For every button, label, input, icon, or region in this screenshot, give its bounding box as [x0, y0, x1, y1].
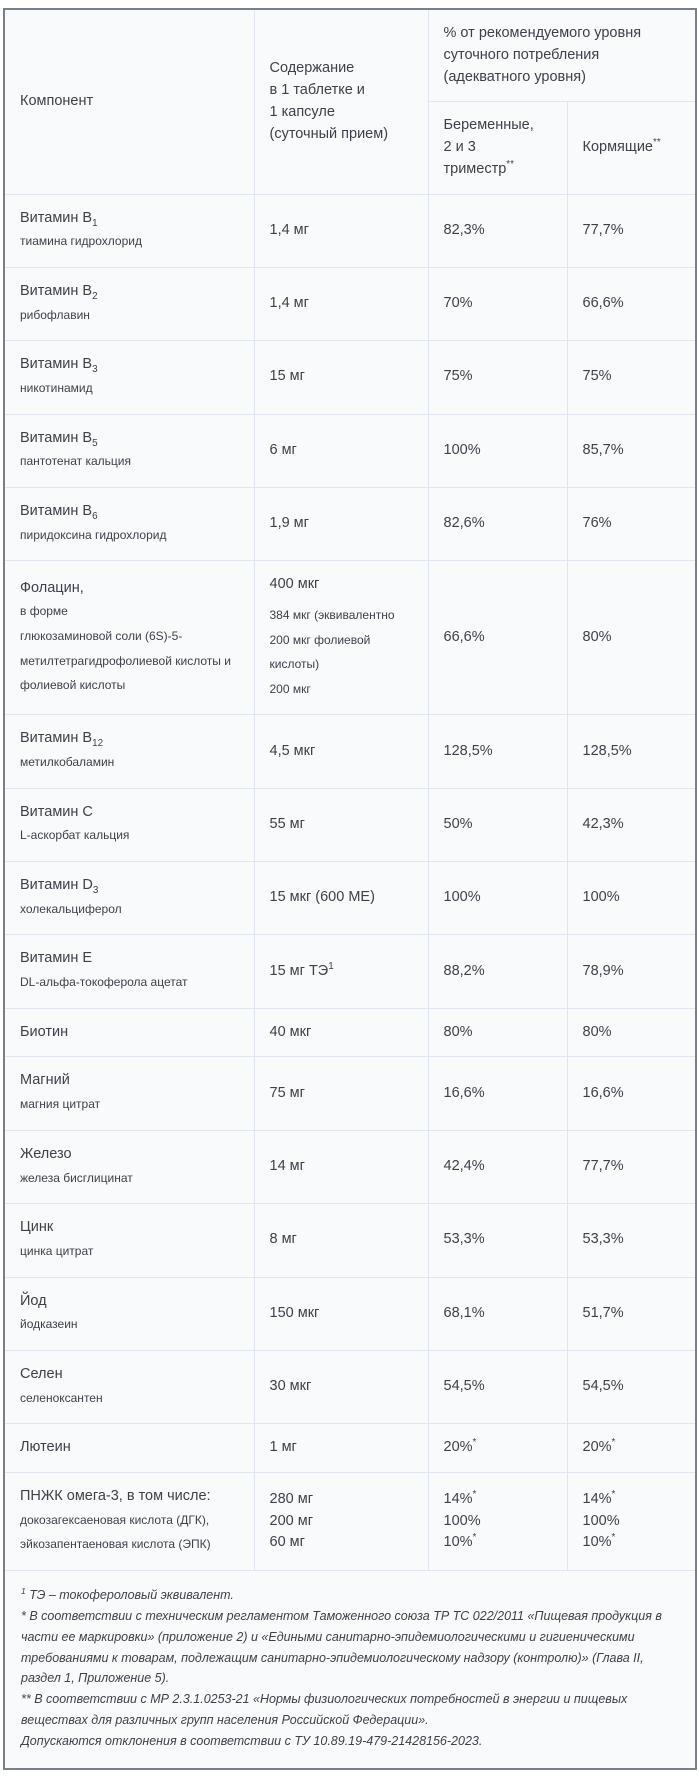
component-cell — [5, 1424, 254, 1473]
nursing-value-cell — [567, 1472, 695, 1570]
pregnant-percent: 82,3% — [443, 221, 485, 238]
component-cell — [5, 1204, 254, 1277]
component-name: Витамин $B_{12}$ — [20, 730, 104, 750]
table-row — [5, 788, 695, 861]
nursing-value-cell — [567, 935, 695, 1008]
component-form: тиамина гидрохлорид — [20, 234, 142, 249]
amount-cell — [254, 935, 428, 1008]
amount-value: 30 мкг — [269, 1378, 312, 1395]
component-form: в форме глюкозаминовой соли (6S)-5- метилтетрагидрофолиевой кислоты и фолиевой кислоты — [20, 604, 231, 693]
component-form: L-аскорбат кальция — [20, 828, 130, 843]
footnotes-row — [5, 1570, 695, 1768]
table-row — [5, 267, 695, 340]
nursing-percent: 80% — [582, 628, 612, 645]
nursing-percent: 66,6% — [582, 295, 624, 312]
component-form: магния цитрат — [20, 1097, 101, 1112]
header-pregnant: Беременные, 2 и 3 триместр** — [428, 102, 567, 194]
pregnant-value-cell — [428, 267, 567, 340]
amount-value: 1 мг — [269, 1439, 297, 1456]
component-form: холекальциферол — [20, 901, 122, 916]
amount-value: 6 мг — [269, 441, 297, 458]
amount-cell — [254, 1204, 428, 1277]
table-row — [5, 414, 695, 487]
component-name: Витамин $B_3$ — [20, 356, 98, 376]
pregnant-percent: 80% — [443, 1023, 473, 1040]
amount-cell — [254, 487, 428, 560]
table-row — [5, 1008, 695, 1057]
pregnant-value-cell — [428, 341, 567, 414]
table-row — [5, 715, 695, 788]
nursing-percent: 51,7% — [582, 1304, 624, 1321]
pregnant-value-cell — [428, 1277, 567, 1350]
nursing-value-cell — [567, 1350, 695, 1423]
nursing-value-cell — [567, 341, 695, 414]
amount-value: 1,9 мг — [269, 515, 309, 532]
pregnant-percent: 68,1% — [443, 1304, 485, 1321]
pregnant-percent: 70% — [443, 295, 473, 312]
component-form: селеноксантен — [20, 1390, 103, 1405]
footnotes: $^1$ ТЭ – токофероловый эквивалент. * В соответствии с техническим регламентом Таможенного союза ТР ТС 022/2011 «Пищевая продукция в части ее маркировки» (приложение 2) и «Едиными санитарно-эпидемиологическими и гигиеническими требованиями к товарам, подлежащим санитарно-эпидемиологическому надзору (контролю)» (Глава II, раздел 1, Приложение 5). ** В соответствии с МР 2.3.1.0253-21 «Нормы физиологических потребностей в энергии и пищевых веществах для различных групп населения Российской Федерации». Допускаются отклонения в соответствии с ТУ 10.89.19-479-21428156-2023. — [5, 1570, 695, 1768]
component-name: ПНЖК омега-3, в том числе: — [20, 1487, 211, 1504]
component-form: DL-альфа-токоферола ацетат — [20, 975, 188, 990]
pregnant-value-cell — [428, 414, 567, 487]
pregnant-value-cell — [428, 862, 567, 935]
pregnant-value-cell — [428, 1472, 567, 1570]
amount-value: 55 мг — [269, 815, 305, 832]
amount-value: 15 мкг (600 МЕ) — [269, 889, 375, 906]
amount-cell — [254, 862, 428, 935]
component-cell — [5, 862, 254, 935]
pregnant-percent: 100% — [443, 889, 481, 906]
component-cell — [5, 1350, 254, 1423]
amount-value: 4,5 мкг — [269, 742, 316, 759]
component-form: рибофлавин — [20, 307, 90, 322]
table-row — [5, 935, 695, 1008]
amount-value: 15 мг $ТЭ^1$ — [269, 960, 334, 979]
table-row — [5, 1424, 695, 1473]
pregnant-percent: 75% — [443, 368, 473, 385]
pregnant-value-cell — [428, 715, 567, 788]
table-row — [5, 1472, 695, 1570]
component-form: никотинамид — [20, 380, 93, 395]
pregnant-percent: 53,3% — [443, 1231, 485, 1248]
component-cell — [5, 341, 254, 414]
table-body — [5, 194, 695, 1570]
pregnant-percent: 128,5% — [443, 742, 493, 759]
component-cell — [5, 788, 254, 861]
pregnant-percent: 14%* 100% 10%* — [443, 1488, 481, 1551]
pregnant-percent: 20%* — [443, 1437, 477, 1456]
amount-detail: 384 мкг (эквивалентно 200 мкг фолиевой кислоты) 200 мкг — [269, 607, 395, 696]
component-name: Витамин $B_2$ — [20, 282, 98, 302]
amount-cell — [254, 414, 428, 487]
component-form: метилкобаламин — [20, 755, 115, 770]
pregnant-percent: 42,4% — [443, 1158, 485, 1175]
component-form: пантотенат кальция — [20, 454, 131, 469]
component-name: Фолацин, — [20, 579, 84, 596]
component-form: йодказеин — [20, 1317, 78, 1332]
nursing-percent: 77,7% — [582, 1158, 624, 1175]
amount-value: 1,4 мг — [269, 221, 309, 238]
component-cell — [5, 1472, 254, 1570]
pregnant-value-cell — [428, 788, 567, 861]
component-name: Витамин E — [20, 950, 93, 967]
component-name: Селен — [20, 1365, 63, 1382]
component-cell — [5, 1277, 254, 1350]
header-nursing: Кормящие** — [567, 102, 695, 194]
nursing-percent: 100% — [582, 889, 620, 906]
component-cell — [5, 561, 254, 715]
nursing-percent: 78,9% — [582, 962, 624, 979]
pregnant-value-cell — [428, 1130, 567, 1203]
amount-cell — [254, 715, 428, 788]
component-cell — [5, 1130, 254, 1203]
component-name: Биотин — [20, 1023, 69, 1040]
amount-value: 8 мг — [269, 1231, 297, 1248]
pregnant-value-cell — [428, 194, 567, 267]
table-header — [5, 10, 695, 194]
amount-cell — [254, 788, 428, 861]
composition-table — [5, 10, 695, 1768]
component-cell — [5, 715, 254, 788]
pregnant-percent: 100% — [443, 441, 481, 458]
nursing-value-cell — [567, 487, 695, 560]
component-form: цинка цитрат — [20, 1243, 94, 1258]
amount-cell — [254, 1424, 428, 1473]
pregnant-value-cell — [428, 1057, 567, 1130]
header-percent-group: % от рекомендуемого уровня суточного потребления (адекватного уровня) — [428, 10, 695, 102]
amount-cell — [254, 1472, 428, 1570]
component-name: Витамин C — [20, 803, 93, 820]
nursing-value-cell — [567, 1008, 695, 1057]
amount-cell — [254, 1277, 428, 1350]
table-footer — [5, 1570, 695, 1768]
nursing-percent: 128,5% — [582, 742, 632, 759]
nursing-value-cell — [567, 414, 695, 487]
table-row — [5, 1277, 695, 1350]
amount-cell — [254, 1008, 428, 1057]
table-row — [5, 1130, 695, 1203]
table-row — [5, 1204, 695, 1277]
nursing-percent: 16,6% — [582, 1084, 624, 1101]
amount-cell — [254, 341, 428, 414]
pregnant-percent: 50% — [443, 815, 473, 832]
table-row — [5, 561, 695, 715]
amount-cell — [254, 194, 428, 267]
component-name: Йод — [20, 1292, 47, 1309]
nursing-percent: 77,7% — [582, 221, 624, 238]
table-row — [5, 341, 695, 414]
amount-value: 40 мкг — [269, 1023, 312, 1040]
nursing-value-cell — [567, 1057, 695, 1130]
nursing-value-cell — [567, 194, 695, 267]
pregnant-percent: 88,2% — [443, 962, 485, 979]
component-cell — [5, 1057, 254, 1130]
pregnant-value-cell — [428, 935, 567, 1008]
component-name: Витамин $B_1$ — [20, 209, 98, 229]
nursing-percent: 53,3% — [582, 1231, 624, 1248]
nursing-percent: 85,7% — [582, 441, 624, 458]
nursing-percent: 80% — [582, 1023, 612, 1040]
nursing-percent: 54,5% — [582, 1378, 624, 1395]
nursing-percent: 14%* 100% 10%* — [582, 1488, 620, 1551]
table-row — [5, 862, 695, 935]
amount-value: 400 мкг — [269, 576, 320, 593]
table-row — [5, 1057, 695, 1130]
nursing-percent: 20%* — [582, 1437, 616, 1456]
header-row-top — [5, 10, 695, 102]
table-frame — [3, 8, 697, 1770]
amount-value: 15 мг — [269, 368, 305, 385]
nursing-value-cell — [567, 1277, 695, 1350]
nursing-value-cell — [567, 1424, 695, 1473]
nursing-value-cell — [567, 267, 695, 340]
pregnant-value-cell — [428, 487, 567, 560]
amount-value: 1,4 мг — [269, 295, 309, 312]
component-name: Магний — [20, 1072, 70, 1089]
table-row — [5, 487, 695, 560]
component-name: Железо — [20, 1145, 72, 1162]
component-cell — [5, 267, 254, 340]
pregnant-value-cell — [428, 1008, 567, 1057]
header-content-per-dose: Содержание в 1 таблетке и 1 капсуле (суточный прием) — [254, 10, 428, 194]
nursing-percent: 76% — [582, 515, 612, 532]
nursing-value-cell — [567, 788, 695, 861]
header-component: Компонент — [5, 10, 254, 194]
pregnant-percent: 54,5% — [443, 1378, 485, 1395]
amount-cell — [254, 267, 428, 340]
pregnant-percent: 82,6% — [443, 515, 485, 532]
amount-value: 75 мг — [269, 1084, 305, 1101]
component-cell — [5, 414, 254, 487]
component-cell — [5, 1008, 254, 1057]
component-cell — [5, 935, 254, 1008]
nursing-value-cell — [567, 1204, 695, 1277]
table-row — [5, 194, 695, 267]
pregnant-percent: 16,6% — [443, 1084, 485, 1101]
pregnant-percent: 66,6% — [443, 628, 485, 645]
amount-cell — [254, 1057, 428, 1130]
table-row — [5, 1350, 695, 1423]
component-name: Витамин $B_6$ — [20, 502, 98, 522]
nursing-percent: 75% — [582, 368, 612, 385]
nursing-percent: 42,3% — [582, 815, 624, 832]
component-cell — [5, 194, 254, 267]
pregnant-value-cell — [428, 1350, 567, 1423]
component-cell — [5, 487, 254, 560]
amount-value: 14 мг — [269, 1158, 305, 1175]
component-name: Лютеин — [20, 1439, 71, 1456]
amount-value: 280 мг 200 мг 60 мг — [269, 1490, 313, 1551]
amount-value: 150 мкг — [269, 1304, 320, 1321]
nursing-value-cell — [567, 1130, 695, 1203]
component-name: Витамин $D_3$ — [20, 877, 99, 896]
component-form: докозагексаеновая кислота (ДГК), эйкозапентаеновая кислота (ЭПК) — [20, 1512, 211, 1552]
pregnant-value-cell — [428, 1204, 567, 1277]
nursing-value-cell — [567, 715, 695, 788]
pregnant-value-cell — [428, 561, 567, 715]
component-name: Цинк — [20, 1219, 54, 1236]
amount-cell — [254, 1350, 428, 1423]
amount-cell — [254, 561, 428, 715]
amount-cell — [254, 1130, 428, 1203]
component-form: железа бисглицинат — [20, 1170, 133, 1185]
nursing-value-cell — [567, 862, 695, 935]
component-form: пиридоксина гидрохлорид — [20, 527, 167, 542]
pregnant-value-cell — [428, 1424, 567, 1473]
component-name: Витамин $B_5$ — [20, 429, 98, 449]
nursing-value-cell — [567, 561, 695, 715]
